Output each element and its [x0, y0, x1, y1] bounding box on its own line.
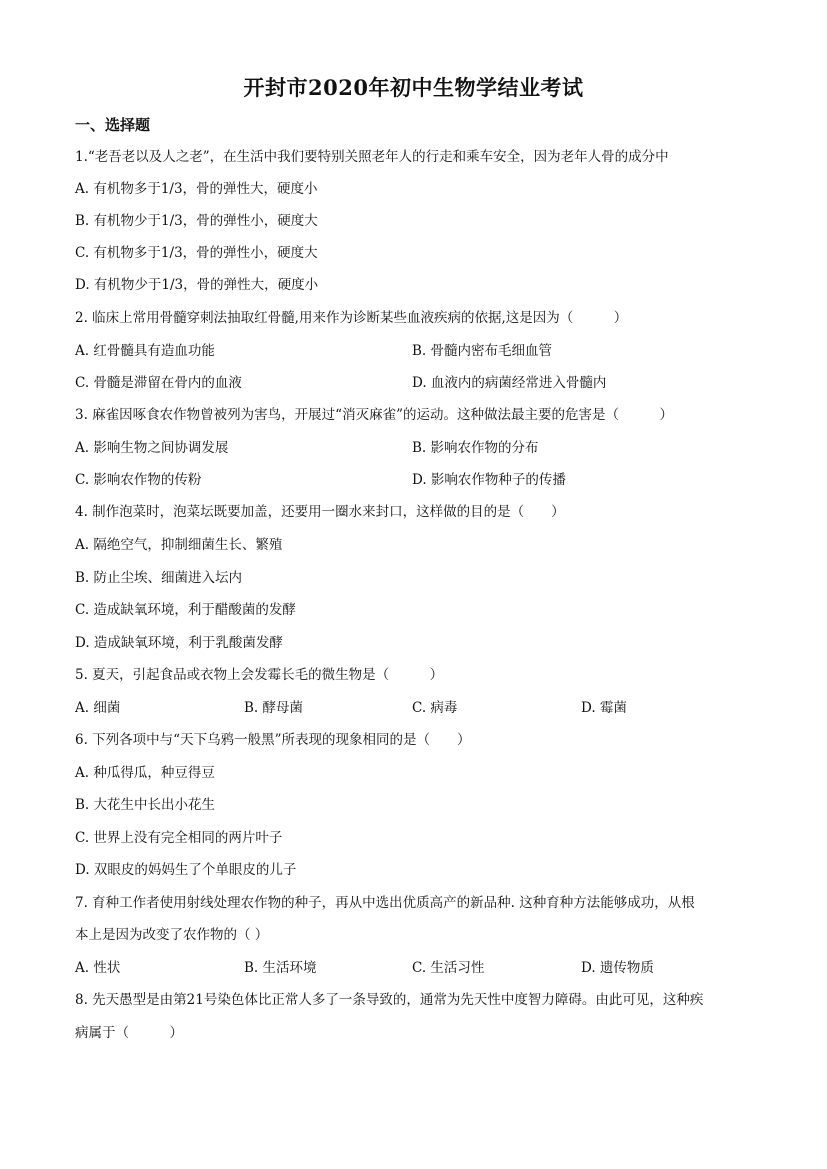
q4-option-b: B. 防止尘埃、细菌进入坛内	[75, 570, 243, 586]
q4-option-d: D. 造成缺氧环境，利于乳酸菌发酵	[75, 635, 283, 651]
q5-stem: 5. 夏天，引起食品或衣物上会发霉长毛的微生物是（ ）	[75, 667, 444, 683]
q8-stem-line2: 病属于（ ）	[75, 1025, 183, 1041]
q7-option-d: D. 遗传物质	[581, 960, 654, 976]
q2-option-b: B. 骨髓内密布毛细血管	[412, 343, 553, 359]
q6-stem: 6. 下列各项中与“天下乌鸦一般黑”所表现的现象相同的是（ ）	[75, 732, 471, 748]
q4-option-a: A. 隔绝空气，抑制细菌生长、繁殖	[75, 537, 283, 553]
q2-option-d: D. 血液内的病菌经常进入骨髓内	[412, 375, 607, 391]
q7-option-c: C. 生活习性	[412, 960, 485, 976]
q3-stem: 3. 麻雀因啄食农作物曾被列为害鸟，开展过“消灭麻雀”的运动。这种做法最主要的危害是（ ）	[75, 407, 673, 423]
q3-option-b: B. 影响农作物的分布	[412, 440, 539, 456]
q1-option-a: A. 有机物多于1/3，骨的弹性大，硬度小	[75, 181, 318, 197]
q2-option-a: A. 红骨髓具有造血功能	[75, 343, 215, 359]
q7-stem-line2: 本上是因为改变了农作物的（ ）	[75, 927, 269, 943]
q5-option-b: B. 酵母菌	[244, 700, 304, 716]
section-heading: 一、选择题	[75, 116, 151, 134]
q7-option-b: B. 生活环境	[244, 960, 317, 976]
q5-option-a: A. 细菌	[75, 700, 121, 716]
q5-option-c: C. 病毒	[412, 700, 458, 716]
q6-option-c: C. 世界上没有完全相同的两片叶子	[75, 830, 283, 846]
q5-option-d: D. 霉菌	[581, 700, 627, 716]
q8-stem-line1: 8. 先天愚型是由第21号染色体比正常人多了一条导致的，通常为先天性中度智力障碍。由此可见，这种疾	[75, 992, 704, 1008]
q4-stem: 4. 制作泡菜时，泡菜坛既要加盖，还要用一圈水来封口，这样做的目的是（ ）	[75, 504, 565, 520]
q2-option-c: C. 骨髓是滞留在骨内的血液	[75, 375, 242, 391]
q6-option-d: D. 双眼皮的妈妈生了个单眼皮的儿子	[75, 862, 297, 878]
q1-option-c: C. 有机物多于1/3，骨的弹性小，硬度大	[75, 245, 318, 261]
page-title: 开封市2020年初中生物学结业考试	[243, 75, 584, 100]
q6-option-a: A. 种瓜得瓜，种豆得豆	[75, 765, 215, 781]
q7-stem-line1: 7. 育种工作者使用射线处理农作物的种子，再从中选出优质高产的新品种. 这种育种方法能够成功，从根	[75, 895, 695, 911]
q1-option-d: D. 有机物少于1/3，骨的弹性大，硬度小	[75, 277, 319, 293]
q3-option-a: A. 影响生物之间协调发展	[75, 440, 229, 456]
q1-stem: 1.“老吾老以及人之老”，在生活中我们要特别关照老年人的行走和乘车安全，因为老年人骨的成分中	[75, 149, 669, 165]
q6-option-b: B. 大花生中长出小花生	[75, 797, 216, 813]
q2-stem: 2. 临床上常用骨髓穿刺法抽取红骨髓,用来作为诊断某些血液疾病的依据,这是因为（ ）	[75, 310, 628, 326]
q4-option-c: C. 造成缺氧环境，利于醋酸菌的发酵	[75, 602, 296, 618]
q3-option-d: D. 影响农作物种子的传播	[412, 472, 566, 488]
q3-option-c: C. 影响农作物的传粉	[75, 472, 202, 488]
q1-option-b: B. 有机物少于1/3，骨的弹性小，硬度大	[75, 213, 318, 229]
q7-option-a: A. 性状	[75, 960, 121, 976]
